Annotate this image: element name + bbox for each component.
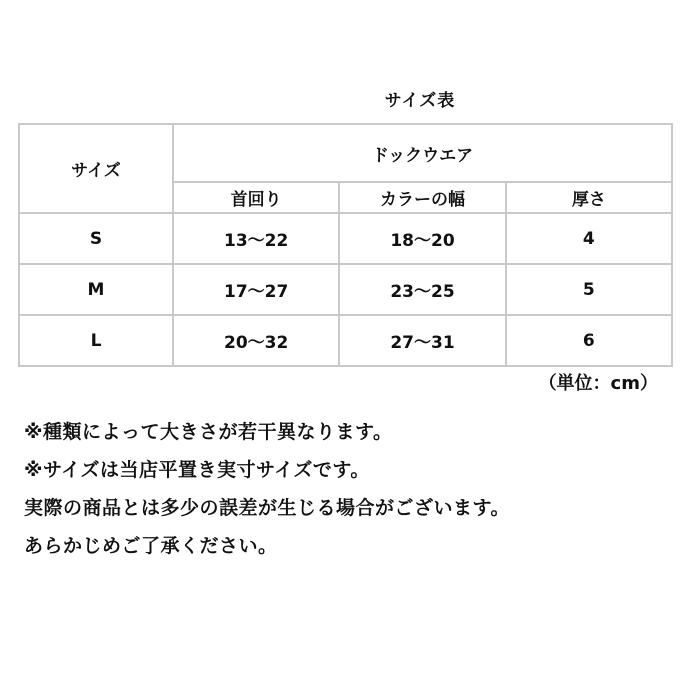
table-header-row [19,124,672,182]
size-table [18,123,673,367]
size-column-header: サイズ [19,124,173,213]
note-line: あらかじめご了承ください。 [24,535,278,557]
collar-width-column-header: カラーの幅 [339,182,505,213]
size-cell: L [19,315,173,366]
note-line: 実際の商品とは多少の誤差が生じる場合がございます。 [24,497,510,519]
neck-cell: 13〜22 [173,213,339,264]
table-row [19,264,672,315]
neck-column-header: 首回り [173,182,339,213]
size-cell: S [19,213,173,264]
thickness-cell: 6 [506,315,672,366]
note-line: ※サイズは当店平置き実寸サイズです。 [24,459,370,481]
size-cell: M [19,264,173,315]
collar-width-cell: 27〜31 [339,315,505,366]
notes-block [24,413,684,565]
thickness-cell: 4 [506,213,672,264]
note-line: ※種類によって大きさが若干異なります。 [24,421,393,443]
thickness-column-header: 厚さ [506,182,672,213]
dogwear-group-header: ドックウエア [173,124,672,182]
neck-cell: 20〜32 [173,315,339,366]
thickness-cell: 5 [506,264,672,315]
page-title: サイズ表 [384,91,456,111]
neck-cell: 17〜27 [173,264,339,315]
collar-width-cell: 23〜25 [339,264,505,315]
collar-width-cell: 18〜20 [339,213,505,264]
unit-note: （単位：cm） [538,373,658,394]
table-row [19,213,672,264]
table-row [19,315,672,366]
